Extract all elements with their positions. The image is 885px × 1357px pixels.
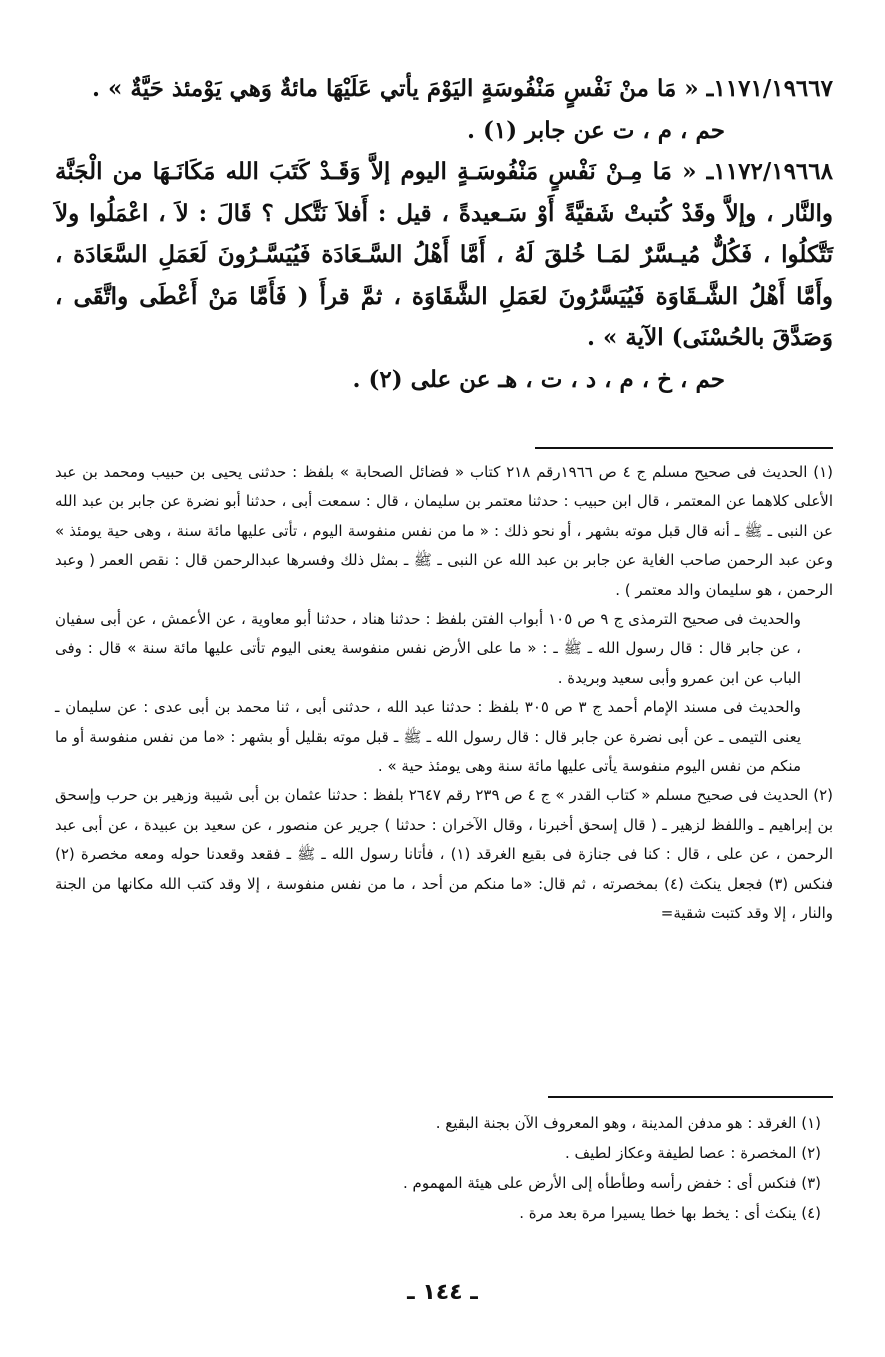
footnote-1-muslim: (١) الحديث فى صحيح مسلم ج ٤ ص ١٩٦٦رقم ٢١٨ كتاب « فضائل الصحابة » بلفظ : حدثنى يحيى بن حبيب ومحمد بن عبد الأعلى كلاهما عن المعتمر ، قال ابن حبيب : حدثنا معتمر بن سليمان ، قال : سمعت أبى ، حدثنا أبو نضرة عن جابر بن عبد الله عن النبى ـ ﷺ ـ أنه قال قبل موته بشهر ، أو نحو ذلك : « ما من نفس منفوسة اليوم ، تأتى عليها مائة سنة ، وهى حية يومئذ » وعن عبد الرحمن صاحب الغاية عن جابر بن عبد الله عن النبى ـ ﷺ ـ بمثل ذلك وفسرها عبدالرحمن قال : نقص العمر ( وعبد الرحمن ، هو سليمان والد معتمر ) . xyxy=(55,463,833,599)
footnote-1-tirmidhi: والحديث فى صحيح الترمذى ج ٩ ص ١٠٥ أبواب الفتن بلفظ : حدثنا هناد ، حدثنا أبو معاوية ، عن الأعمش ، عن أبى سفيان ، عن جابر قال : قال رسول الله ـ ﷺ ـ : « ما على الأرض نفس منفوسة يعنى اليوم تأتى عليها مائة سنة » قال : وفى الباب عن ابن عمرو وأبى سعيد وبريدة . xyxy=(55,610,801,687)
glossary-item-mikhsara: (٢) المخصرة : عصا لطيفة وعكاز لطيف . xyxy=(565,1144,821,1162)
glossary-divider xyxy=(548,1096,833,1098)
glossary-item-yankuth: (٤) ينكث أى : يخط بها خطا يسيرا مرة بعد مرة . xyxy=(519,1204,821,1222)
hadith-text-block xyxy=(55,68,833,400)
glossary-block xyxy=(55,1108,833,1228)
glossary-item-gharqad: (١) الغرقد : هو مدفن المدينة ، وهو المعروف الآن بجنة البقيع . xyxy=(435,1114,821,1132)
footnotes-block xyxy=(55,458,833,929)
hadith-1171-source: حم ، م ، ت عن جابر (١) . xyxy=(466,116,725,144)
footnote-2-muslim: (٢) الحديث فى صحيح مسلم « كتاب القدر » ج ٤ ص ٢٣٩ رقم ٢٦٤٧ بلفظ : حدثنا عثمان بن أبى شيبة وزهير بن حرب وإسحق بن إبراهيم ـ واللفظ لزهير ـ ( قال إسحق أخبرنا ، وقال الآخران : حدثنا ) جرير عن منصور ، عن سعيد بن عبيدة ، عن أبى عبد الرحمن ، عن على ، قال : كنا فى جنازة فى بقيع الغرقد (١) ، فأتانا رسول الله ـ ﷺ ـ فقعد وقعدنا حوله ومعه مخصرة (٢) فنكس (٣) فجعل ينكث (٤) بمخصرته ، ثم قال: «ما منكم من أحد ، ما من نفس منفوسة ، إلا وقد كتب الله مكانها من الجنة والنار ، إلا وقد كتبت شقية= xyxy=(55,786,834,923)
glossary-item-nakkasa: (٣) فنكس أى : خفض رأسه وطأطأه إلى الأرض على هيئة المهموم . xyxy=(403,1174,821,1192)
footnote-1-ahmad: والحديث فى مسند الإمام أحمد ج ٣ ص ٣٠٥ بلفظ : حدثنا عبد الله ، حدثنى أبى ، ثنا محمد بن أبى عدى : عن سليمان ـ يعنى التيمى ـ عن أبى نضرة عن جابر قال : قال رسول الله ـ ﷺ ـ قبل موته بقليل أو بشهر : «ما من نفس منفوسة أو ما منكم من نفس اليوم منفوسة يأتى عليها مائة سنة وهى يومئذ حية » . xyxy=(55,698,801,776)
page-number: ـ ١٤٤ ـ xyxy=(407,1280,478,1305)
hadith-1171: ١١٧١/١٩٦٦٧ـ « مَا منْ نَفْسٍ مَنْفُوسَةٍ اليَوْمَ يأتي عَلَيْهَا مائةٌ وَهي يَوْمئذ حَيَّةٌ » . xyxy=(92,75,833,102)
footnote-divider xyxy=(535,447,833,449)
hadith-1172: ١١٧٢/١٩٦٦٨ـ « مَا مِـنْ نَفْسٍ مَنْفُوسَـةٍ اليوم إلاَّ وَقَـدْ كَتَبَ الله مَكَانَـهَا من الْجَنَّة والنَّار ، وإلاَّ وقَدْ كُتبتْ شَقيَّةً أَوْ سَـعيدةً ، قيل : أَفلاَ نَتَّكل ؟ قَالَ : لاَ ، اعْمَلُوا ولاَ تَتَّكلُوا ، فَكُلٌّ مُيـسَّرٌ لمَـا خُلقَ لَهُ ، أَمَّا أَهْلُ السَّـعَادَة فَيُيَسَّـرُونَ لَعَمَلِ السَّعَادَة ، وأَمَّا أَهْلُ الشَّـقَاوَة فَيُيَسَّرُونَ لعَمَلِ الشَّقَاوَة ، ثمَّ قرأَ ( فَأَمَّا مَنْ أَعْطَى واتَّقَى ، وَصَدَّقَ بالحُسْنَى) الآية » . xyxy=(55,158,833,351)
hadith-1172-source: حم ، خ ، م ، د ، ت ، هـ عن على (٢) . xyxy=(352,365,725,393)
